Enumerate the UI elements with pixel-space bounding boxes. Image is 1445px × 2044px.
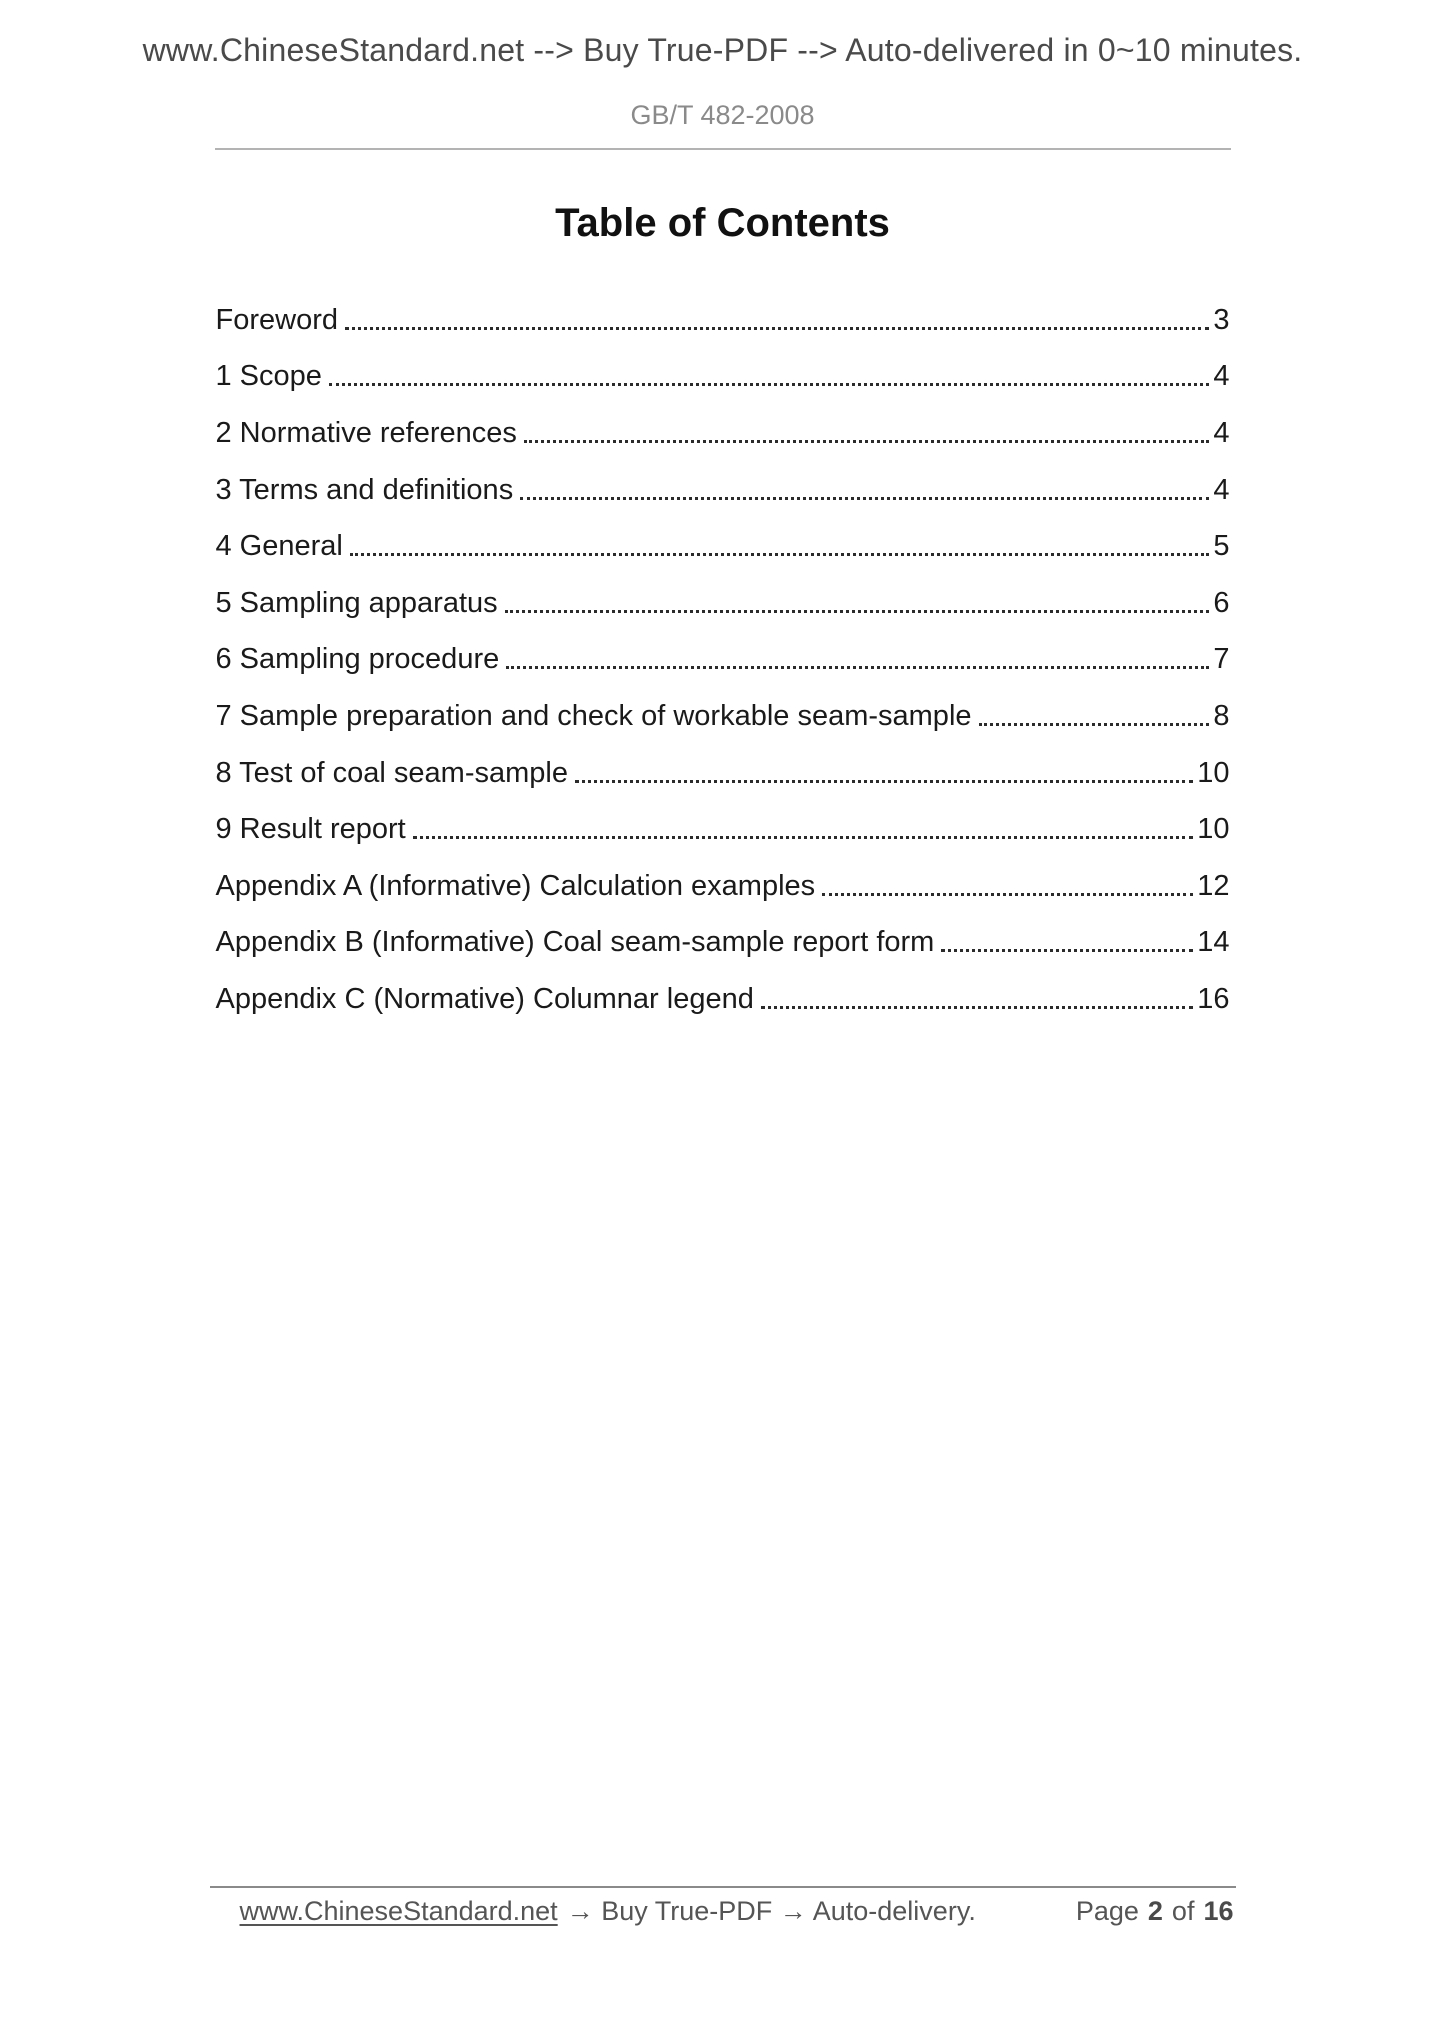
toc-entry-label: Foreword: [215, 303, 338, 336]
toc-entry-label: 8 Test of coal seam-sample: [215, 756, 568, 789]
toc-dot-leader: [345, 327, 1209, 330]
toc-entry-page: 4: [1213, 473, 1230, 506]
toc-entry-page: 6: [1213, 586, 1230, 619]
toc-entry-label: 1 Scope: [215, 360, 322, 393]
toc-entry: [216, 349, 1230, 406]
toc-entry: [216, 518, 1230, 575]
toc-entry: [216, 575, 1230, 632]
toc-entry: [216, 292, 1230, 349]
footer-page-total: 16: [1203, 1896, 1234, 1926]
toc-entry-label: 5 Sampling apparatus: [215, 586, 498, 619]
footer-tagline: → Buy True-PDF → Auto-delivery.: [566, 1896, 976, 1926]
footer-row: [210, 1888, 1236, 1927]
footer-page-current: 2: [1147, 1896, 1163, 1926]
toc-dot-leader: [822, 893, 1193, 896]
toc-dot-leader: [413, 836, 1194, 839]
toc-entry-label: Appendix A (Informative) Calculation examples: [215, 869, 816, 902]
toc-dot-leader: [979, 723, 1210, 726]
toc-dot-leader: [506, 666, 1209, 669]
toc-entry-page: 8: [1213, 699, 1230, 732]
footer-site-link[interactable]: www.ChineseStandard.net: [239, 1896, 558, 1926]
toc-dot-leader: [350, 553, 1210, 556]
toc-entry: [216, 462, 1230, 519]
toc-entry-page: 4: [1213, 360, 1230, 393]
toc-dot-leader: [524, 440, 1209, 443]
toc-entry: [216, 971, 1230, 1028]
toc-entry: [216, 688, 1230, 745]
toc-entry: [216, 858, 1230, 915]
toc-entry-page: 3: [1213, 303, 1230, 336]
footer-page-label: Page: [1075, 1896, 1139, 1926]
toc-entry: [216, 405, 1230, 462]
toc-entry-label: 9 Result report: [215, 813, 406, 846]
footer-page-indicator: [1076, 1895, 1234, 1927]
toc-entry-label: 3 Terms and definitions: [215, 473, 514, 506]
toc-entry: [216, 632, 1230, 689]
toc-entry-label: 2 Normative references: [215, 416, 517, 449]
toc-entry-page: 16: [1197, 982, 1230, 1015]
toc-dot-leader: [575, 780, 1193, 783]
page-title: Table of Contents: [555, 201, 890, 245]
toc-entry-page: 4: [1213, 416, 1230, 449]
page-footer: [210, 1886, 1236, 1927]
toc-entry-label: 7 Sample preparation and check of workable seam-sample: [215, 699, 972, 732]
page-header: [0, 0, 1445, 150]
toc-entry-page: 5: [1213, 530, 1230, 563]
toc-entry-label: Appendix B (Informative) Coal seam-sample report form: [215, 926, 935, 959]
toc-dot-leader: [761, 1006, 1193, 1009]
toc-entry: [216, 801, 1230, 858]
toc-dot-leader: [520, 497, 1209, 500]
toc-entry-label: Appendix C (Normative) Columnar legend: [215, 982, 754, 1015]
toc-dot-leader: [505, 610, 1210, 613]
toc-entry-page: 10: [1197, 756, 1230, 789]
header-banner-text: www.ChineseStandard.net --> Buy True-PDF --> Auto-delivered in 0~10 minutes.: [142, 32, 1303, 68]
toc-entry-page: 10: [1197, 813, 1230, 846]
toc-entry-page: 7: [1213, 643, 1230, 676]
toc-entry-page: 14: [1197, 926, 1230, 959]
toc-dot-leader: [329, 383, 1209, 386]
footer-left: [240, 1895, 976, 1927]
toc-dot-leader: [941, 949, 1193, 952]
document-number: GB/T 482-2008: [630, 100, 815, 130]
toc-entry-page: 12: [1197, 869, 1230, 902]
toc-list: [216, 292, 1230, 1028]
header-divider: [215, 148, 1231, 150]
toc-entry: [216, 915, 1230, 972]
toc-entry-label: 4 General: [215, 530, 343, 563]
footer-of-label: of: [1171, 1896, 1195, 1926]
toc-entry: [216, 745, 1230, 802]
toc-entry-label: 6 Sampling procedure: [215, 643, 500, 676]
